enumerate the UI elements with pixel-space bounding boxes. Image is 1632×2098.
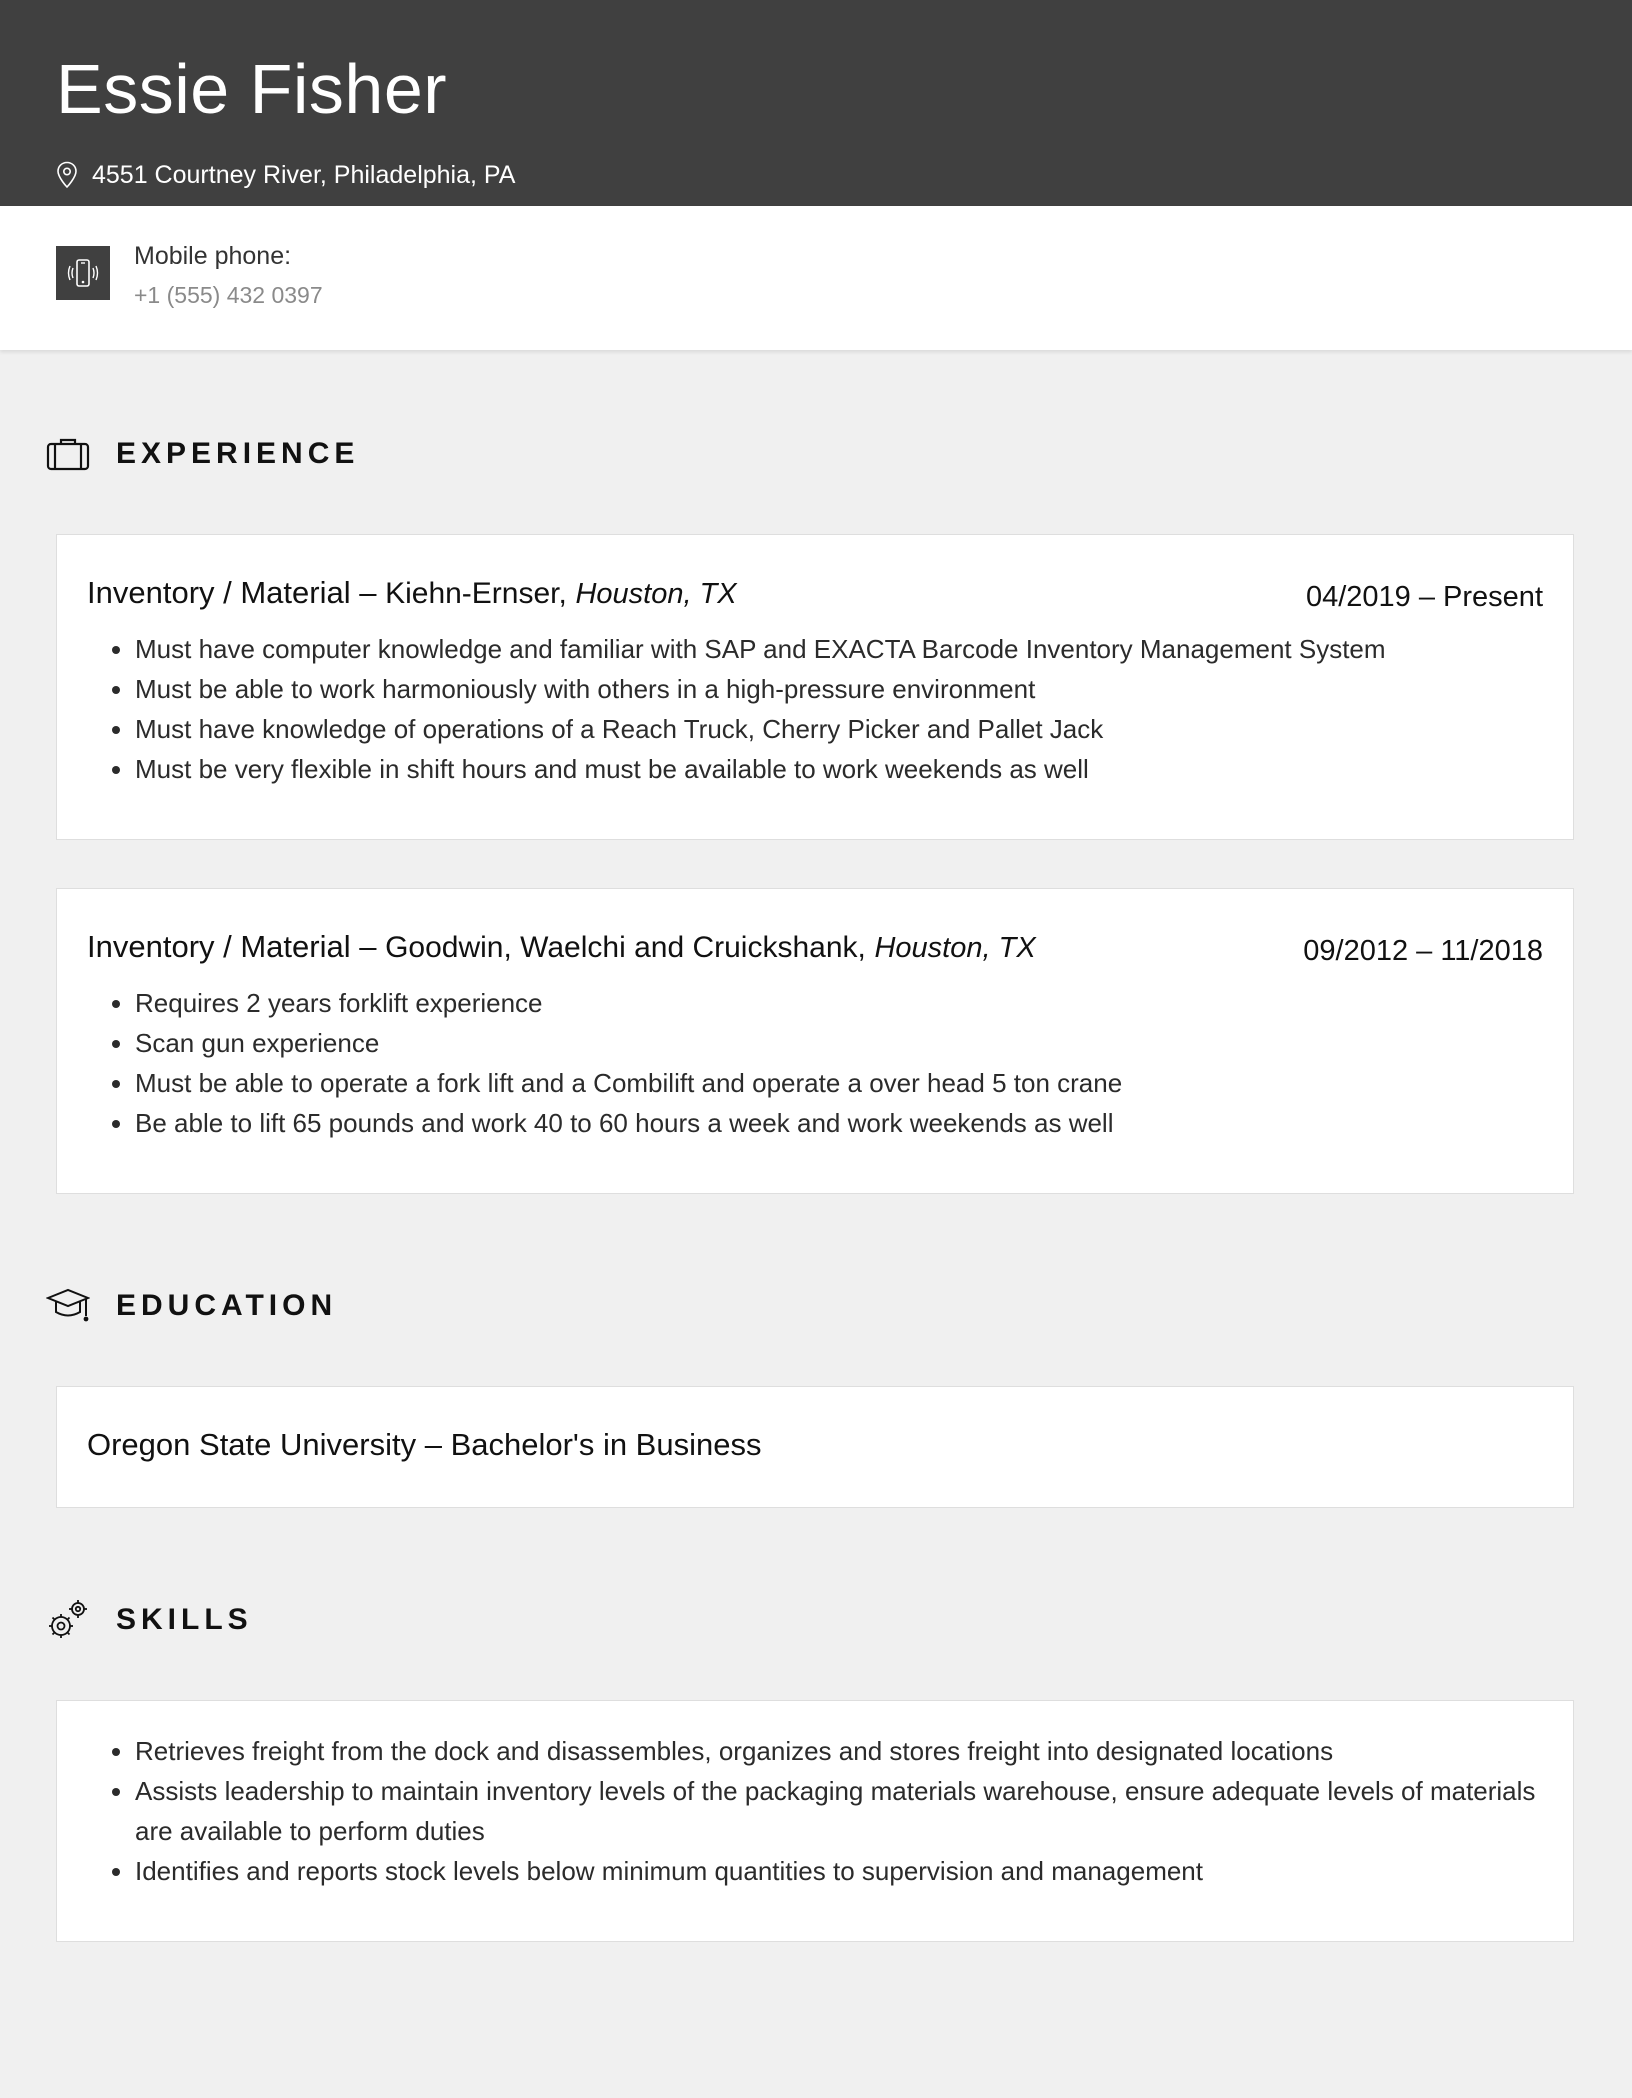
mobile-phone-icon	[56, 246, 110, 300]
company-name: Goodwin, Waelchi and Cruickshank,	[385, 931, 866, 964]
experience-heading	[46, 432, 359, 476]
phone-label: Mobile phone:	[134, 242, 292, 270]
job-heading	[87, 575, 737, 611]
skills-list	[87, 1731, 1543, 1891]
degree: Bachelor's in Business	[450, 1427, 762, 1462]
experience-title: EXPERIENCE	[116, 437, 360, 470]
experience-card	[56, 888, 1574, 1194]
briefcase-icon	[46, 432, 90, 476]
list-item: • Scan gun experience	[135, 1023, 1543, 1063]
phone-number[interactable]: +1 (555) 432 0397	[134, 282, 323, 308]
education-entry	[87, 1427, 761, 1463]
list-item: • Must have computer knowledge and familiar with SAP and EXACTA Barcode Inventory Management System	[135, 629, 1543, 669]
separator: –	[416, 1427, 451, 1462]
list-item: • Assists leadership to maintain inventory levels of the packaging materials warehouse, ensure adequate levels of materials are available to perform duties	[135, 1771, 1543, 1851]
job-dates: 04/2019 – Present	[1305, 581, 1543, 613]
job-title: Inventory / Material	[87, 575, 351, 610]
separator: –	[350, 575, 386, 610]
list-item: • Must have knowledge of operations of a Reach Truck, Cherry Picker and Pallet Jack	[135, 709, 1543, 749]
list-item: • Be able to lift 65 pounds and work 40 to 60 hours a week and work weekends as well	[135, 1103, 1543, 1143]
job-bullets	[87, 629, 1543, 789]
education-card	[56, 1386, 1574, 1508]
skills-heading	[46, 1598, 253, 1642]
job-dates: 09/2012 – 11/2018	[1303, 935, 1543, 967]
job-location: Houston, TX	[575, 578, 737, 610]
job-heading	[87, 929, 1036, 965]
location-pin-icon	[56, 161, 78, 189]
address-row	[56, 158, 515, 192]
address-text: 4551 Courtney River, Philadelphia, PA	[92, 161, 516, 189]
skills-title: SKILLS	[116, 1603, 253, 1636]
company-name: Kiehn-Ernser,	[385, 577, 567, 610]
school-name: Oregon State University	[87, 1427, 417, 1462]
graduation-cap-icon	[46, 1284, 90, 1328]
list-item: • Must be very flexible in shift hours and must be available to work weekends as well	[135, 749, 1543, 789]
separator: –	[350, 929, 386, 964]
resume-header	[0, 0, 1632, 206]
job-title: Inventory / Material	[87, 929, 351, 964]
job-bullets	[87, 983, 1543, 1143]
list-item: • Requires 2 years forklift experience	[135, 983, 1543, 1023]
education-heading	[46, 1284, 337, 1328]
skills-card	[56, 1700, 1574, 1942]
gears-icon	[46, 1598, 90, 1642]
contact-bar	[0, 206, 1632, 350]
list-item: • Identifies and reports stock levels below minimum quantities to supervision and management	[135, 1851, 1543, 1891]
candidate-name: Essie Fisher	[56, 50, 448, 128]
list-item: • Retrieves freight from the dock and disassembles, organizes and stores freight into designated locations	[135, 1731, 1543, 1771]
job-location: Houston, TX	[874, 932, 1036, 964]
experience-card	[56, 534, 1574, 840]
list-item: • Must be able to operate a fork lift and a Combilift and operate a over head 5 ton crane	[135, 1063, 1543, 1103]
education-title: EDUCATION	[116, 1289, 338, 1322]
list-item: • Must be able to work harmoniously with others in a high-pressure environment	[135, 669, 1543, 709]
